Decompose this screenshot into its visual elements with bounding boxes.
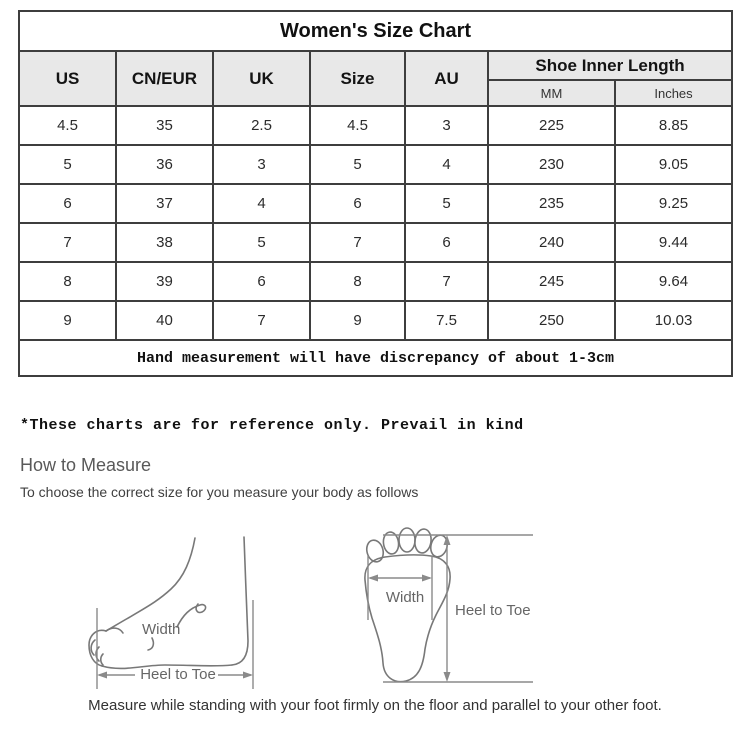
size-row bbox=[19, 301, 732, 340]
size-cell: 9.05 bbox=[615, 145, 732, 184]
size-cell: 40 bbox=[116, 301, 213, 340]
size-cell: 7 bbox=[405, 262, 488, 301]
table-title-row bbox=[19, 11, 732, 51]
size-cell: 3 bbox=[405, 106, 488, 145]
size-cell: 8.85 bbox=[615, 106, 732, 145]
bottom-width-label: Width bbox=[385, 589, 425, 606]
size-cell: 35 bbox=[116, 106, 213, 145]
side-width-label: Width bbox=[142, 621, 181, 638]
size-cell: 4.5 bbox=[310, 106, 405, 145]
size-cell: 240 bbox=[488, 223, 615, 262]
col-header-inner-length: Shoe Inner Length bbox=[488, 51, 732, 80]
size-cell: 9.64 bbox=[615, 262, 732, 301]
size-cell: 6 bbox=[19, 184, 116, 223]
size-cell: 9 bbox=[19, 301, 116, 340]
size-cell: 5 bbox=[310, 145, 405, 184]
size-cell: 6 bbox=[310, 184, 405, 223]
col-header-us: US bbox=[19, 51, 116, 106]
size-cell: 245 bbox=[488, 262, 615, 301]
size-cell: 38 bbox=[116, 223, 213, 262]
table-header-row bbox=[19, 51, 732, 80]
size-cell: 6 bbox=[405, 223, 488, 262]
col-header-mm: MM bbox=[488, 80, 615, 106]
size-cell: 37 bbox=[116, 184, 213, 223]
size-row bbox=[19, 223, 732, 262]
col-header-size: Size bbox=[310, 51, 405, 106]
size-row bbox=[19, 106, 732, 145]
size-cell: 4 bbox=[213, 184, 310, 223]
size-cell: 8 bbox=[19, 262, 116, 301]
col-header-cneur: CN/EUR bbox=[116, 51, 213, 106]
size-cell: 225 bbox=[488, 106, 615, 145]
size-cell: 5 bbox=[405, 184, 488, 223]
reference-note: *These charts are for reference only. Prevail in kind bbox=[20, 417, 524, 434]
size-chart-table bbox=[18, 10, 733, 377]
size-cell: 5 bbox=[213, 223, 310, 262]
size-cell: 10.03 bbox=[615, 301, 732, 340]
bottom-heel-to-toe-label: Heel to Toe bbox=[455, 602, 531, 619]
size-cell: 7 bbox=[310, 223, 405, 262]
size-cell: 5 bbox=[19, 145, 116, 184]
size-cell: 4.5 bbox=[19, 106, 116, 145]
how-to-measure-subheading: To choose the correct size for you measure your body as follows bbox=[20, 484, 419, 500]
table-footnote-row bbox=[19, 340, 732, 376]
how-to-measure-heading: How to Measure bbox=[20, 455, 152, 475]
size-cell: 39 bbox=[116, 262, 213, 301]
size-cell: 235 bbox=[488, 184, 615, 223]
table-footnote: Hand measurement will have discrepancy of about 1-3cm bbox=[19, 340, 732, 376]
size-row bbox=[19, 184, 732, 223]
size-cell: 230 bbox=[488, 145, 615, 184]
measure-caption: Measure while standing with your foot firmly on the floor and parallel to your other foot. bbox=[88, 697, 662, 714]
size-row bbox=[19, 262, 732, 301]
side-heel-to-toe-label: Heel to Toe bbox=[140, 666, 216, 683]
size-cell: 250 bbox=[488, 301, 615, 340]
size-cell: 8 bbox=[310, 262, 405, 301]
size-cell: 7 bbox=[19, 223, 116, 262]
size-cell: 3 bbox=[213, 145, 310, 184]
table-title: Women's Size Chart bbox=[19, 11, 732, 51]
size-cell: 9.44 bbox=[615, 223, 732, 262]
size-cell: 9.25 bbox=[615, 184, 732, 223]
size-cell: 7 bbox=[213, 301, 310, 340]
col-header-au: AU bbox=[405, 51, 488, 106]
size-cell: 7.5 bbox=[405, 301, 488, 340]
col-header-inches: Inches bbox=[615, 80, 732, 106]
size-row bbox=[19, 145, 732, 184]
size-cell: 36 bbox=[116, 145, 213, 184]
col-header-uk: UK bbox=[213, 51, 310, 106]
size-cell: 9 bbox=[310, 301, 405, 340]
size-cell: 4 bbox=[405, 145, 488, 184]
size-cell: 6 bbox=[213, 262, 310, 301]
size-cell: 2.5 bbox=[213, 106, 310, 145]
